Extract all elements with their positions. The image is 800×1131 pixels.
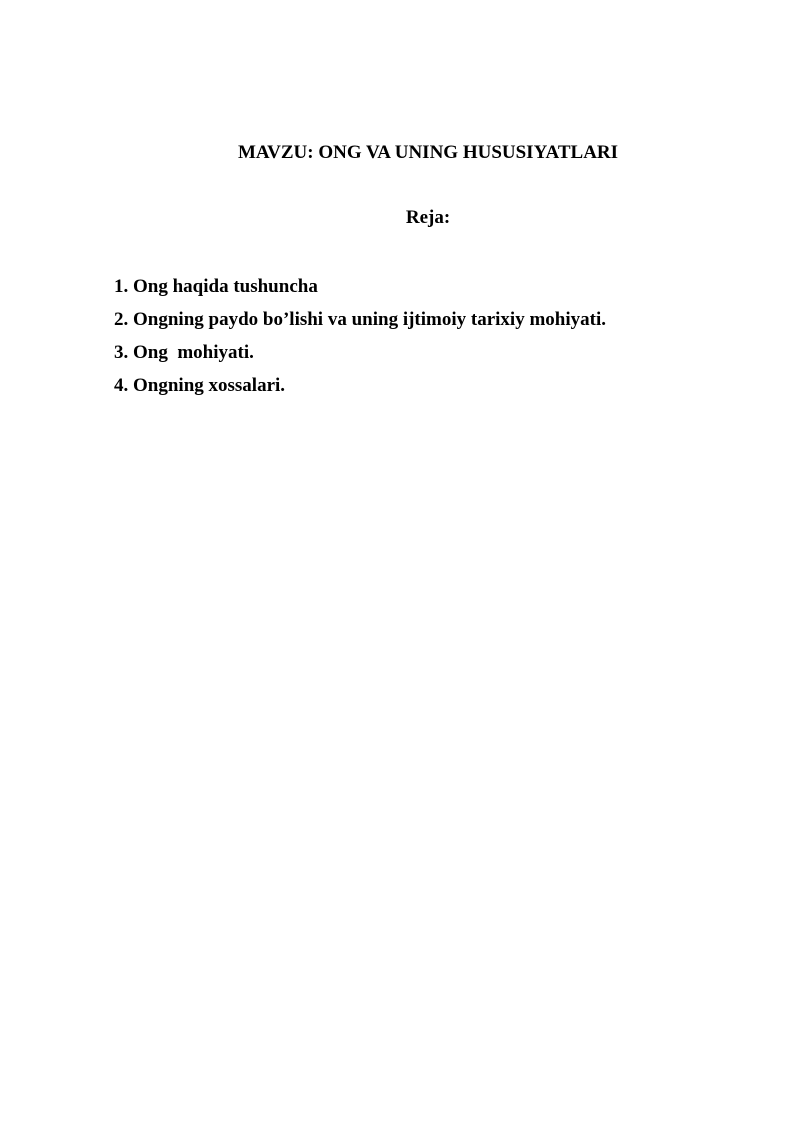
plan-item-4: 4. Ongning xossalari. [114,375,286,396]
plan-item-2: 2. Ongning paydo bo’lishi va uning ijtimoiy tarixiy mohiyati. [114,309,606,330]
plan-item-1: 1. Ong haqida tushuncha [114,276,318,297]
plan-heading: Reja: [405,207,451,228]
plan-item-3: 3. Ong mohiyati. [114,342,254,363]
plan-list [114,270,606,402]
page-title: MAVZU: ONG VA UNING HUSUSIYATLARI [237,142,619,163]
